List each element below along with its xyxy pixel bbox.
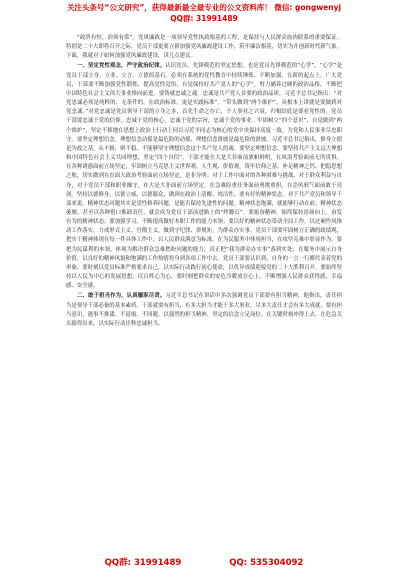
section-1-heading: 一、坚定党性观念，严守政治纪律。: [77, 63, 166, 70]
section-2-body: 习近平总书记在讲话中多次强调党员干部要有担当精神，他指出，责任担当是领导干部必备的基本素质。干部就要有担当，有多大担当才能干多大事业，尽多大责任才会有多大成就。要有担当意识，遇事不推诿、不退缩、不回避，以强烈的担当精神、坚定的信念立足岗位、在关键时刻冲得上去、在危急关头豁得出来，以实际行动诠释忠诚担当。: [66, 293, 342, 327]
section-1-paragraph: [66, 62, 342, 291]
section-1-body: 认识党员、先锋模范的坚定思想，也是党员先锋模范的“心学”，“心学”是党员干部立身、立业、立言，立德的基石。必须在系统的党性教育中持续锤炼、不断加强。在新的起点上，广大党员、干部要不断加强党性锻炼，提高党性觉悟，自觉保持好共产党人的“心学”，努力涵养过硬的政治品格，不断把中国特色社会主义伟大事业推向前进。要铸就忠诚之魂。忠诚是共产党人首要的政治品质。习近平总书记指出：“对党忠诚必须是纯粹的、无条件的，在政治标准，更是实践标准”。“带头做到“两个维护”，从根本上讲就是要做到对党忠诚。”对党忠诚是党员领导干部的立身之本，首先生命之存亡，个人事业之兴衰，归根结底是要看党性的。党员干部要忠诚于党的信仰，忠诚于党的核心，忠诚于党的宗旨，忠诚于党的事业。牢固树立“四个意识”，自觉做到“两个维护”，坚定不移地在思想上政治上行动上同以习近平同志为核心的党中央保持高度一致。为党和人民事业尽忠职守。要坚定理想信念。理想信念动摇是最危险的动摇，理想信念滑坡是最危险的滑坡。习近平总书记指出，修身立德是为政之基，从不修，则不稳，不能够坚守理想信念这个共产党人的魂。要坚定理想信念，要坚持共产主义远大理想和中国特色社会主义共同理想，坚定“四个自信”。干部才能在大是大非面前旗帜鲜明，在风浪考验面前无所畏惧，在各种诱惑面前立场坚定，牢固树立马克思主义世界观、人生观、价值观，筑牢信仰之基、补足精神之钙、把稳思想之舵，切实做到在直面大政治考验面前立场坚定，是非分明；对于工作中面对的各种困难与挑战，对于群众利益与自身，对于党员干部和职业操守，在大是大非面前立场坚定，在急难险重任务面前勇挑重担，在歪风邪气面前敢于亮剑。坚持以德修身，以德立威，以德服众，做到在政治上清醒、纯洁性。要有好的精神状态。对于共产党员和领导干部来说，精神状态问题其实是党性修养问题，是能否保持先进性的问题。精神状态饱满，就能够行动在前；精神状态萎靡，甚至以各种借口推卸责任，就会成为党员干部前进路上的“绊脚石”。要振奋精神，始终保持昂扬向上、奋发有为的精神状态；要加强学习，不断提高做好本职工作的能力本领；要以好的精神状态带动全局工作，以过硬作风推动工作落实，力戒形式主义、官僚主义，做到守纪律、讲规矩，为群众办实事。党员干部要牢固树立正确的政绩观，把实干精神体现在每一件具体工作中；以人民群众满意为标准，在为民服务中体现担当，在攻坚克难中彰显作为。要把为民谋利的本领，体现为解决群众急难愁盼问题的能力，真正把“我为群众办实事”落到实处；在服务中展示自身价值，以良好的精神风貌和饱满的工作热情投身到各项工作中去。党员干部要认识到，自身的一言一行都代表着党的形象，要时刻以党员标准严格要求自己。以实际行动践行初心使命，以优异成绩迎接党的二十大胜利召开。要始终坚持以人民为中心的发展思想，以百姓心为心，要时刻把群众的安危冷暖放在心上，不断增强人民群众获得感、幸福感、安全感。: [66, 63, 342, 290]
footer-qq-group: QQ群: 31991489: [104, 558, 182, 568]
promo-banner: [0, 2, 408, 26]
section-2-heading: 二、敢于担当作为，认真履职尽责。: [77, 293, 166, 300]
banner-line-2: QQ群: 31991489: [170, 14, 238, 23]
contact-footer: [0, 556, 408, 568]
document-body: [66, 34, 342, 329]
intro-paragraph: “政贵有恒，治须有常”。党风廉政是一项领导党性执政根基的工程，是保持与人民群众血肉联系的重要保证。特别是二十大即将召开之际，党员干部更要立新加强党风廉政建设工作，筑牢廉洁根基，切实为开创新时代新气象。下面，我就对于如何加强党风廉政建设，讲几点建议。: [66, 35, 342, 60]
section-2-paragraph: [66, 292, 342, 329]
footer-qq: QQ: 535304092: [229, 558, 304, 568]
banner-line-1: 关注头条号“公文研究”，获得最新最全最专业的公文资料库！ 微信: gongwenyj: [66, 3, 342, 12]
